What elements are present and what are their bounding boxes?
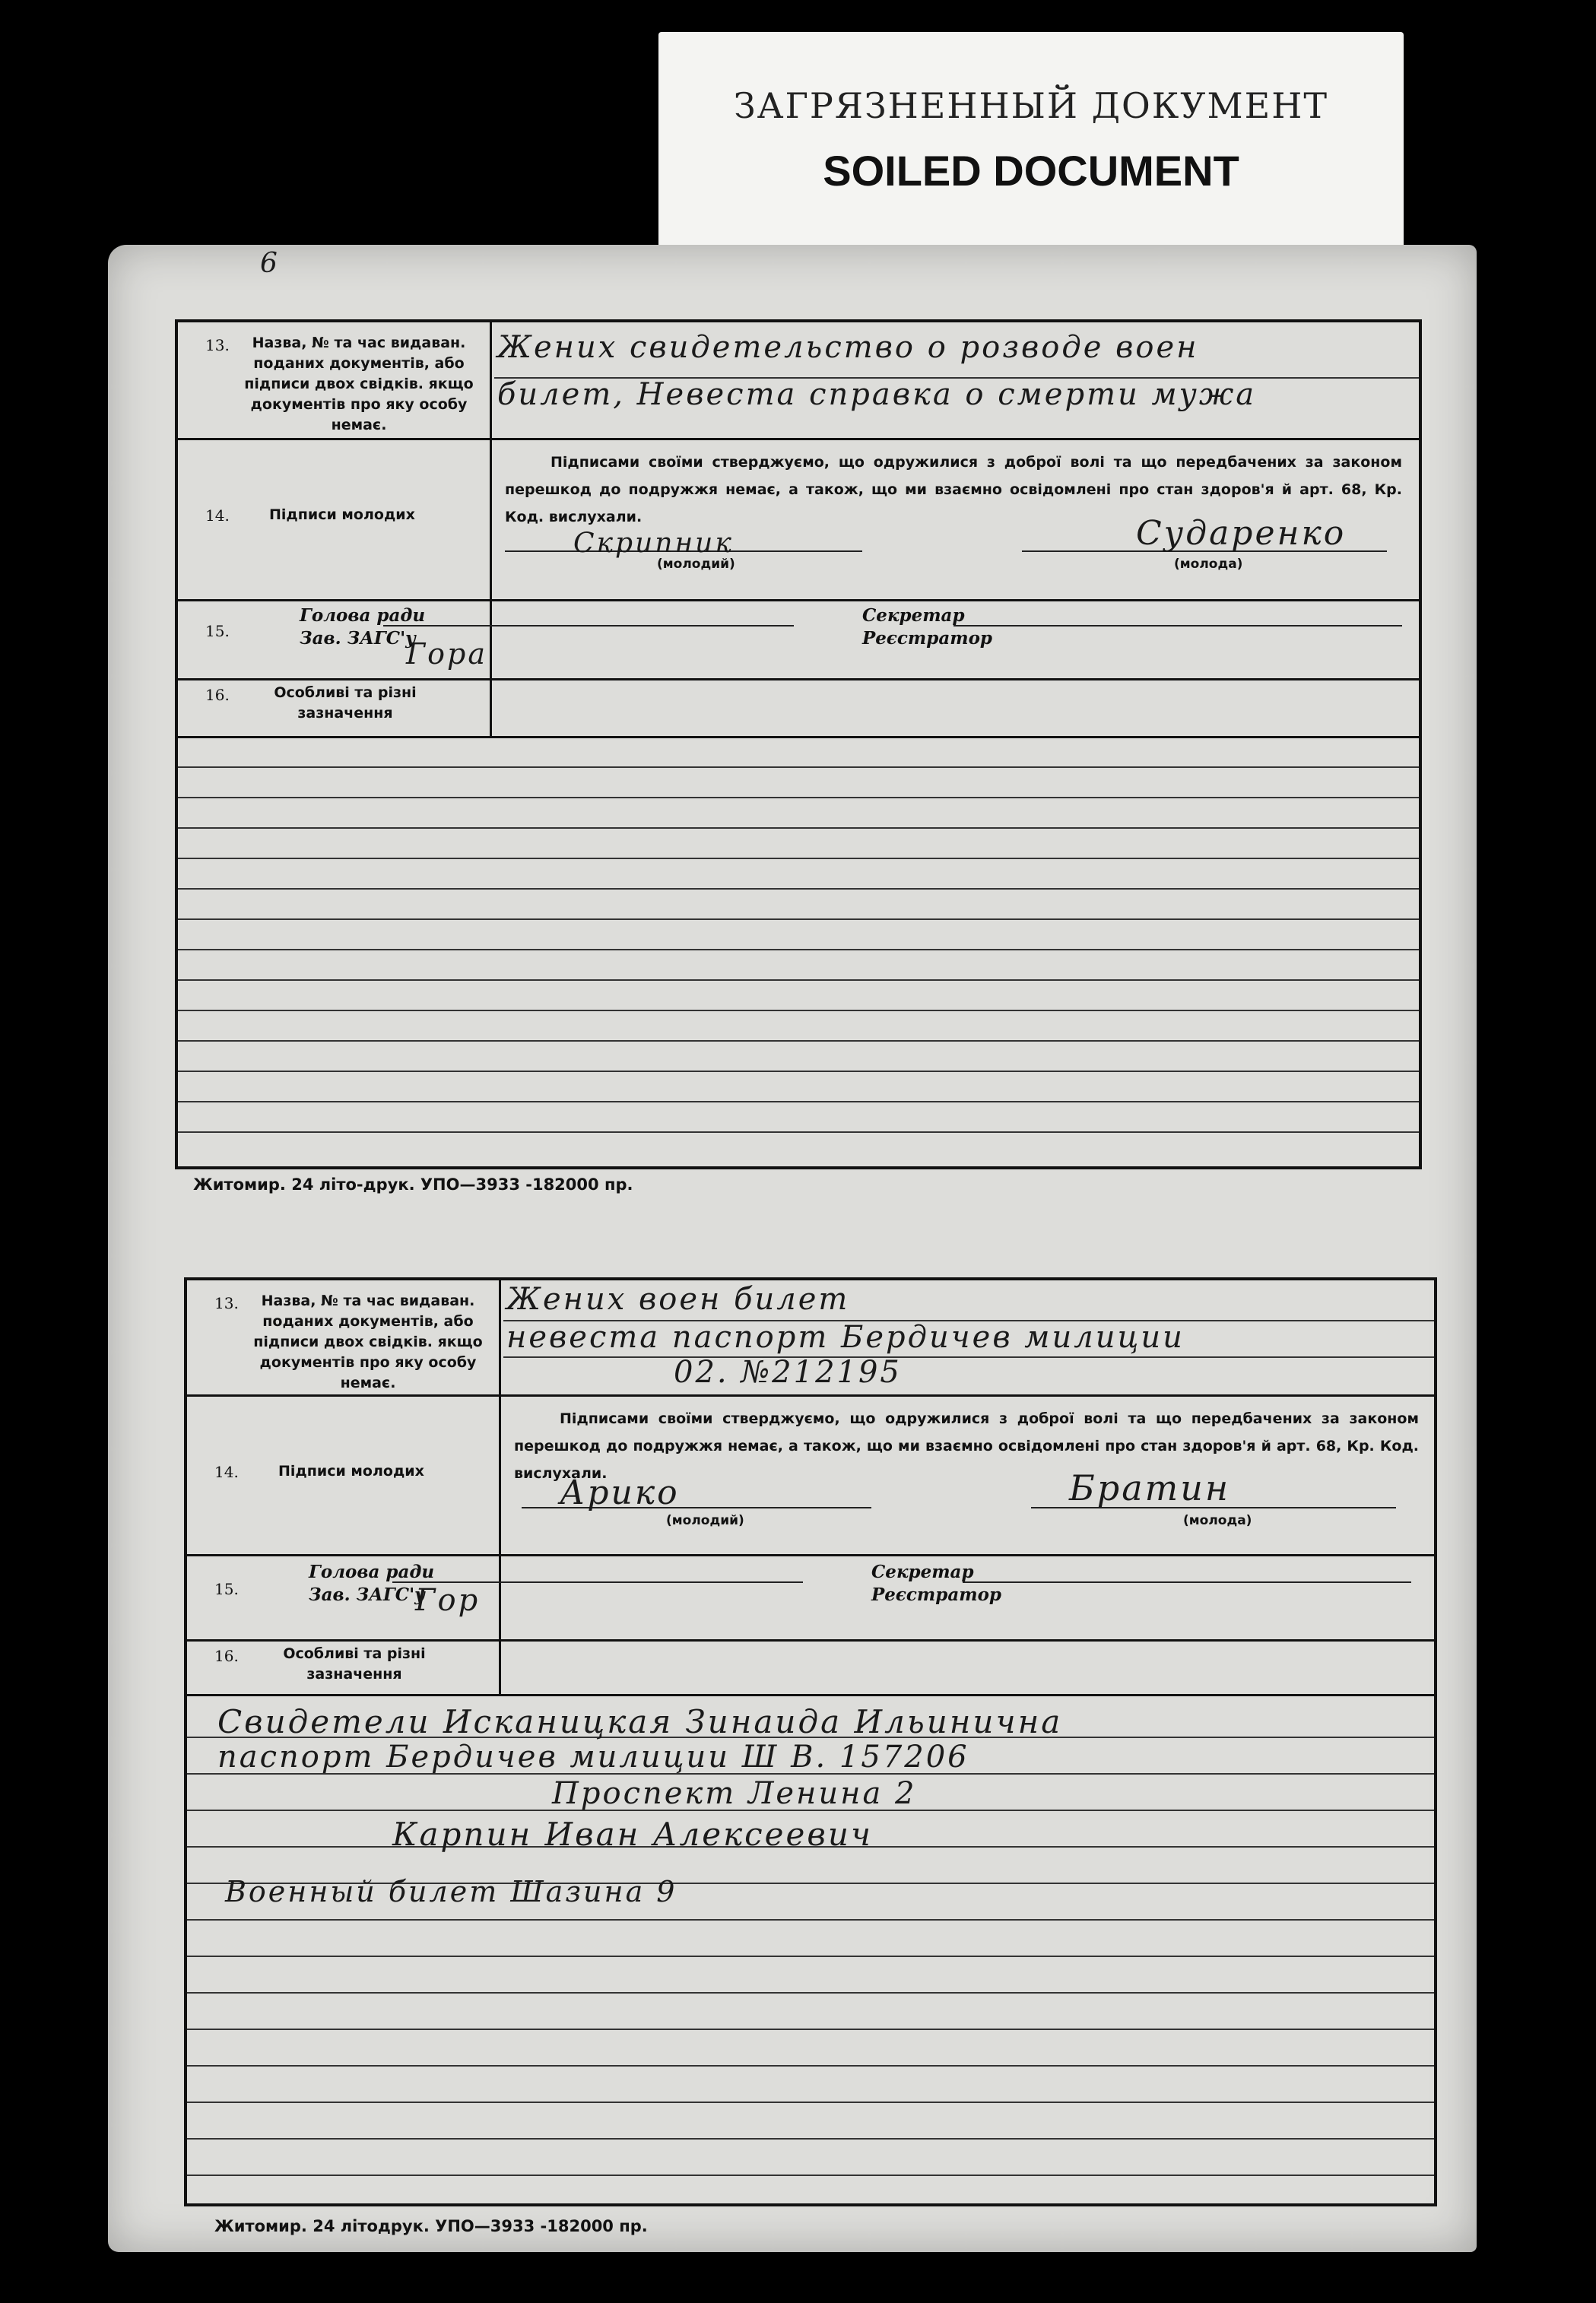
row-15 bbox=[187, 1554, 1434, 1642]
document-sheet bbox=[108, 245, 1477, 2252]
row-16-label: Особливі та різні зазначення bbox=[283, 1645, 426, 1683]
registrar-label: Реєстратор bbox=[862, 628, 993, 649]
printer-footer-bottom: Житомир. 24 літодрук. УПО—3933 -182000 пр. bbox=[214, 2217, 648, 2235]
note-line bbox=[178, 1101, 1419, 1102]
row-number: 14. bbox=[205, 506, 230, 525]
note-line bbox=[178, 1071, 1419, 1072]
form-bottom bbox=[184, 1277, 1437, 2206]
secretary-line bbox=[963, 1581, 1411, 1583]
note-line bbox=[187, 2065, 1434, 2067]
label-english: SOILED DOCUMENT bbox=[823, 147, 1239, 195]
note-line bbox=[187, 2102, 1434, 2103]
note-line bbox=[187, 1919, 1434, 1921]
row-14-label: Підписи молодих bbox=[278, 1463, 424, 1480]
head-label: Голова ради bbox=[309, 1562, 435, 1582]
note-line bbox=[178, 918, 1419, 920]
row-number: 15. bbox=[214, 1580, 239, 1598]
row-13-label: Назва, № та час видаван. поданих документів, або підписи двох свідків. якщо документів про яку особу немає. bbox=[253, 1293, 483, 1391]
head-line bbox=[383, 625, 794, 627]
note-line bbox=[187, 2029, 1434, 2030]
soiled-document-label bbox=[658, 32, 1404, 257]
row-15 bbox=[178, 599, 1419, 680]
note-line bbox=[178, 858, 1419, 859]
secretary-label: Секретар bbox=[862, 605, 965, 626]
note-line bbox=[187, 1992, 1434, 1994]
writing-line bbox=[503, 1356, 1434, 1358]
row-number: 14. bbox=[214, 1463, 239, 1481]
row-16-label: Особливі та різні зазначення bbox=[274, 684, 417, 722]
row-16 bbox=[178, 678, 1419, 738]
label-russian: ЗАГРЯЗНЕННЫЙ ДОКУМЕНТ bbox=[733, 85, 1329, 126]
zags-label: Зав. ЗАГС'у bbox=[300, 628, 416, 649]
corner-mark: 6 bbox=[260, 248, 280, 279]
note-line bbox=[178, 797, 1419, 798]
note-line bbox=[178, 766, 1419, 768]
row-14-label: Підписи молодих bbox=[269, 506, 415, 523]
bride-signature: Братин bbox=[1069, 1467, 1231, 1508]
groom-signature: Скрипник bbox=[573, 528, 734, 559]
printer-footer-top: Житомир. 24 літо-друк. УПО—3933 -182000 пр. bbox=[193, 1175, 633, 1194]
row-16 bbox=[187, 1639, 1434, 1696]
row-13-handwriting-1: Жених воен билет bbox=[506, 1282, 850, 1317]
secretary-label: Секретар bbox=[871, 1562, 974, 1582]
note-witness-1: Свидетели Исканицкая Зинаида Ильинична bbox=[217, 1703, 1063, 1740]
row-13 bbox=[187, 1280, 1434, 1397]
note-line bbox=[178, 1040, 1419, 1042]
head-label: Голова ради bbox=[300, 605, 426, 626]
row-number: 16. bbox=[205, 686, 230, 704]
note-line bbox=[178, 979, 1419, 981]
row-13-handwriting-2: билет, Невеста справка о смерти мужа bbox=[497, 377, 1257, 412]
row-13-handwriting-2: невеста паспорт Бердичев милиции bbox=[506, 1320, 1185, 1355]
note-witness-2: Карпин Иван Алексеевич bbox=[392, 1816, 874, 1853]
row-number: 13. bbox=[205, 336, 230, 354]
note-military-id: Военный билет Шазина 9 bbox=[225, 1875, 677, 1908]
registrar-label: Реєстратор bbox=[871, 1585, 1002, 1605]
head-signature: Гор bbox=[415, 1583, 481, 1618]
note-line bbox=[178, 1131, 1419, 1133]
note-passport: паспорт Бердичев милиции Ш В. 157206 bbox=[217, 1740, 969, 1775]
form-top bbox=[175, 319, 1422, 1169]
note-line bbox=[187, 2138, 1434, 2140]
note-line bbox=[178, 1010, 1419, 1011]
note-line bbox=[187, 1956, 1434, 1957]
note-address: Проспект Ленина 2 bbox=[552, 1776, 917, 1811]
groom-signature: Арико bbox=[560, 1473, 680, 1512]
row-14 bbox=[187, 1394, 1434, 1556]
note-line bbox=[178, 949, 1419, 950]
head-signature: Гора bbox=[406, 637, 488, 671]
consent-statement: Підписами своїми стверджуємо, що одружилися з доброї волі та що передбачених за законом перешкод до подружжя немає, а також, що ми взаємно освідомлені про стан здоров'я й арт. 68, Кр. Код. вислухали. bbox=[505, 454, 1402, 525]
row-number: 15. bbox=[205, 622, 230, 640]
row-13-handwriting-3: 02. №212195 bbox=[674, 1355, 902, 1390]
row-13-handwriting-1: Жених свидетельство о розводе воен bbox=[497, 330, 1199, 365]
note-line bbox=[187, 2175, 1434, 2176]
row-13 bbox=[178, 322, 1419, 440]
groom-caption: (молодий) bbox=[666, 1513, 744, 1528]
note-line bbox=[178, 827, 1419, 829]
zags-label: Зав. ЗАГС'у bbox=[309, 1585, 425, 1605]
consent-statement: Підписами своїми стверджуємо, що одружилися з доброї волі та що передбачених за законом перешкод до подружжя немає, а також, що ми взаємно освідомлені про стан здоров'я й арт. 68, Кр. Код. вислухали. bbox=[514, 1410, 1419, 1482]
row-number: 16. bbox=[214, 1647, 239, 1665]
bride-caption: (молода) bbox=[1174, 557, 1243, 572]
bride-caption: (молода) bbox=[1183, 1513, 1252, 1528]
groom-caption: (молодий) bbox=[657, 557, 735, 572]
row-number: 13. bbox=[214, 1294, 239, 1312]
row-13-label: Назва, № та час видаван. поданих документів, або підписи двох свідків. якщо документів про яку особу немає. bbox=[244, 335, 474, 433]
secretary-line bbox=[953, 625, 1402, 627]
bride-signature: Сударенко bbox=[1136, 514, 1347, 553]
row-14 bbox=[178, 438, 1419, 601]
note-line bbox=[178, 888, 1419, 890]
